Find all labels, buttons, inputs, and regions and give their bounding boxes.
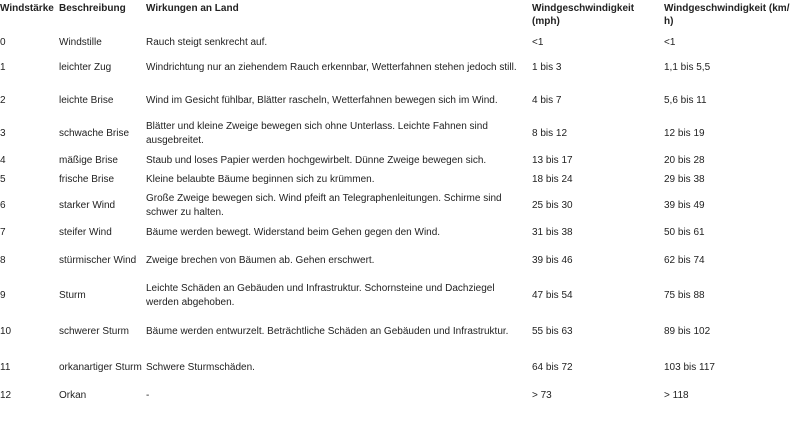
cell-mph: <1 (532, 36, 544, 48)
cell-windstaerke: 7 (0, 227, 6, 238)
cell-kmh: 5,6 bis 11 (664, 94, 707, 106)
table-row (0, 278, 800, 314)
cell-wirkungen: Windrichtung nur an ziehendem Rauch erkennbar, Wetterfahnen stehen jedoch still. (146, 61, 517, 73)
header-mph: Windgeschwindigkeit (mph) (532, 3, 635, 27)
cell-beschreibung: stürmischer Wind (59, 254, 137, 266)
cell-wirkungen: Zweige brechen von Bäumen ab. Gehen erschwert. (146, 254, 375, 266)
cell-kmh: 75 bis 88 (664, 290, 705, 301)
cell-wirkungen: Schwere Sturmschäden. (146, 362, 255, 373)
cell-windstaerke: 11 (0, 362, 11, 373)
cell-mph: > 73 (532, 390, 552, 401)
cell-mph: 18 bis 24 (532, 173, 573, 185)
table-row (0, 34, 800, 51)
cell-beschreibung: leichte Brise (59, 94, 114, 106)
cell-windstaerke: 0 (0, 36, 6, 48)
table-row (0, 84, 800, 117)
cell-windstaerke: 3 (0, 128, 6, 139)
table-row (0, 314, 800, 350)
header-windstaerke: Windstärke (0, 3, 54, 14)
cell-wirkungen: Blätter und kleine Zweige bewegen sich ohne Unterlass. Leichte Fahnen sind ausgebreitet. (146, 121, 488, 146)
table-header-row (0, 0, 800, 34)
table-row (0, 350, 800, 386)
cell-beschreibung: Windstille (59, 36, 102, 48)
header-beschreibung: Beschreibung (59, 3, 126, 14)
cell-wirkungen: Bäume werden entwurzelt. Beträchtliche Schäden an Gebäuden und Infrastruktur. (146, 326, 509, 337)
header-kmh: Windgeschwindigkeit (km/ h) (664, 3, 790, 27)
cell-kmh: 1,1 bis 5,5 (664, 61, 711, 73)
cell-mph: 8 bis 12 (532, 128, 568, 139)
cell-wirkungen: Kleine belaubte Bäume beginnen sich zu krümmen. (146, 173, 375, 185)
cell-kmh: 103 bis 117 (664, 362, 715, 373)
cell-kmh: 89 bis 102 (664, 326, 711, 337)
cell-windstaerke: 2 (0, 94, 6, 106)
cell-beschreibung: leichter Zug (59, 61, 112, 73)
cell-beschreibung: schwache Brise (59, 128, 130, 139)
cell-mph: 4 bis 7 (532, 94, 562, 106)
table-row (0, 117, 800, 151)
table-row (0, 170, 800, 189)
cell-kmh: 12 bis 19 (664, 128, 705, 139)
cell-beschreibung: Sturm (59, 290, 86, 301)
cell-mph: 1 bis 3 (532, 61, 562, 73)
cell-windstaerke: 5 (0, 173, 6, 185)
cell-wirkungen: Bäume werden bewegt. Widerstand beim Gehen gegen den Wind. (146, 227, 441, 238)
cell-mph: 47 bis 54 (532, 290, 573, 301)
cell-windstaerke: 6 (0, 200, 6, 211)
cell-mph: 13 bis 17 (532, 154, 573, 166)
cell-wirkungen: - (146, 390, 150, 401)
cell-windstaerke: 8 (0, 254, 6, 266)
cell-beschreibung: steifer Wind (59, 227, 112, 238)
table-row (0, 223, 800, 243)
cell-mph: 55 bis 63 (532, 326, 573, 337)
cell-mph: 25 bis 30 (532, 200, 573, 211)
cell-mph: 39 bis 46 (532, 254, 573, 266)
cell-beschreibung: schwerer Sturm (59, 326, 130, 337)
table-row (0, 189, 800, 223)
cell-windstaerke: 10 (0, 326, 12, 337)
cell-wirkungen: Staub und loses Papier werden hochgewirbelt. Dünne Zweige bewegen sich. (146, 154, 487, 166)
cell-beschreibung: mäßige Brise (59, 154, 118, 166)
table-row (0, 51, 800, 84)
cell-kmh: 39 bis 49 (664, 200, 705, 211)
cell-beschreibung: starker Wind (59, 200, 116, 211)
cell-wirkungen: Rauch steigt senkrecht auf. (146, 36, 268, 48)
cell-windstaerke: 9 (0, 290, 6, 301)
table-row (0, 243, 800, 278)
cell-kmh: <1 (664, 36, 676, 48)
cell-windstaerke: 12 (0, 390, 12, 401)
header-wirkungen: Wirkungen an Land (146, 3, 239, 14)
table-row (0, 151, 800, 170)
cell-mph: 31 bis 38 (532, 227, 573, 238)
cell-windstaerke: 4 (0, 154, 6, 166)
cell-mph: 64 bis 72 (532, 362, 573, 373)
cell-kmh: 62 bis 74 (664, 254, 705, 266)
cell-windstaerke: 1 (0, 61, 6, 73)
cell-wirkungen: Leichte Schäden an Gebäuden und Infrastruktur. Schornsteine und Dachziegel werden abgehoben. (146, 283, 495, 308)
cell-wirkungen: Große Zweige bewegen sich. Wind pfeift an Telegraphenleitungen. Schirme sind schwer zu halten. (146, 193, 502, 218)
cell-kmh: 29 bis 38 (664, 173, 705, 185)
table-row (0, 386, 800, 406)
cell-beschreibung: frische Brise (59, 173, 115, 185)
cell-wirkungen: Wind im Gesicht fühlbar, Blätter rascheln, Wetterfahnen bewegen sich im Wind. (146, 94, 498, 106)
cell-kmh: > 118 (664, 390, 689, 401)
cell-kmh: 50 bis 61 (664, 227, 705, 238)
cell-beschreibung: orkanartiger Sturm (59, 362, 142, 373)
cell-kmh: 20 bis 28 (664, 154, 705, 166)
cell-beschreibung: Orkan (59, 390, 87, 401)
